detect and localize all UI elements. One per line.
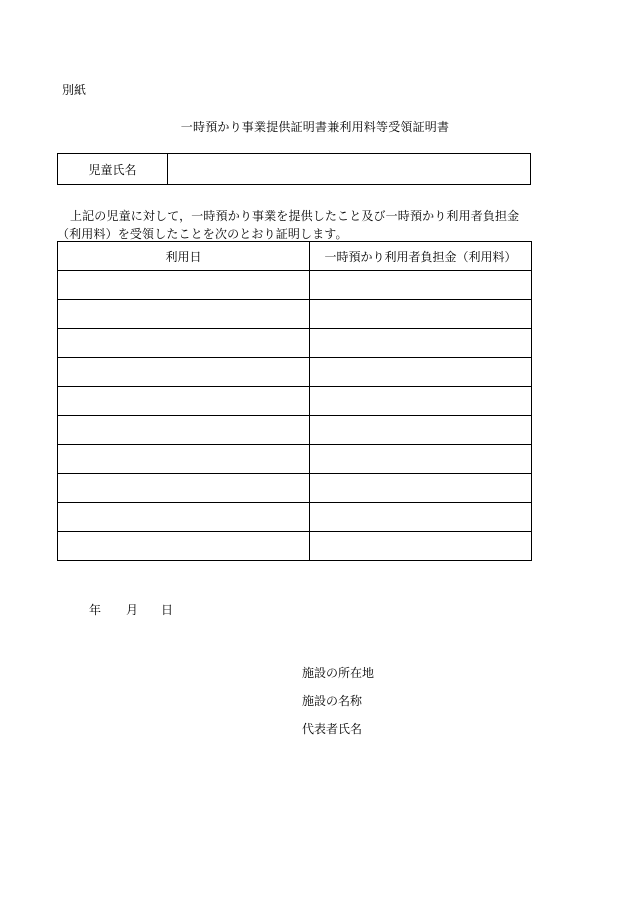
usage-fee-cell[interactable] (310, 474, 532, 503)
usage-fee-cell[interactable] (310, 503, 532, 532)
table-row (58, 445, 532, 474)
usage-fee-cell[interactable] (310, 271, 532, 300)
usage-table-header-row (58, 242, 532, 271)
usage-date-header: 利用日 (58, 242, 310, 271)
table-row (58, 387, 532, 416)
usage-fee-cell[interactable] (310, 329, 532, 358)
date-day-label: 日 (161, 603, 174, 617)
table-row (58, 271, 532, 300)
usage-date-cell[interactable] (58, 445, 310, 474)
usage-date-cell[interactable] (58, 416, 310, 445)
usage-date-cell[interactable] (58, 387, 310, 416)
usage-fee-cell[interactable] (310, 416, 532, 445)
usage-date-cell[interactable] (58, 358, 310, 387)
child-name-table (57, 153, 531, 185)
statement-line-2: （利用料）を受領したことを次のとおり証明します。 (57, 227, 348, 241)
usage-date-cell[interactable] (58, 300, 310, 329)
date-year-label: 年 (89, 603, 102, 617)
child-name-label: 児童氏名 (58, 154, 168, 184)
table-row (58, 416, 532, 445)
representative-name-label: 代表者氏名 (302, 722, 363, 736)
usage-date-cell[interactable] (58, 532, 310, 561)
usage-table (57, 241, 532, 561)
attachment-label: 別紙 (62, 83, 87, 97)
usage-fee-header: 一時預かり利用者負担金（利用料） (310, 242, 532, 271)
usage-fee-cell[interactable] (310, 532, 532, 561)
usage-fee-cell[interactable] (310, 358, 532, 387)
child-name-field[interactable] (168, 154, 530, 184)
statement-line-1: 上記の児童に対して，一時預かり事業を提供したこと及び一時預かり利用者負担金 (70, 209, 520, 223)
facility-name-label: 施設の名称 (302, 694, 363, 708)
usage-date-cell[interactable] (58, 271, 310, 300)
usage-date-cell[interactable] (58, 503, 310, 532)
table-row (58, 300, 532, 329)
usage-fee-cell[interactable] (310, 387, 532, 416)
usage-date-cell[interactable] (58, 329, 310, 358)
table-row (58, 474, 532, 503)
table-row (58, 532, 532, 561)
table-row (58, 503, 532, 532)
usage-fee-cell[interactable] (310, 445, 532, 474)
usage-date-cell[interactable] (58, 474, 310, 503)
date-month-label: 月 (126, 603, 139, 617)
facility-address-label: 施設の所在地 (302, 666, 375, 680)
document-title: 一時預かり事業提供証明書兼利用料等受領証明書 (180, 120, 450, 134)
table-row (58, 358, 532, 387)
table-row (58, 329, 532, 358)
usage-fee-cell[interactable] (310, 300, 532, 329)
